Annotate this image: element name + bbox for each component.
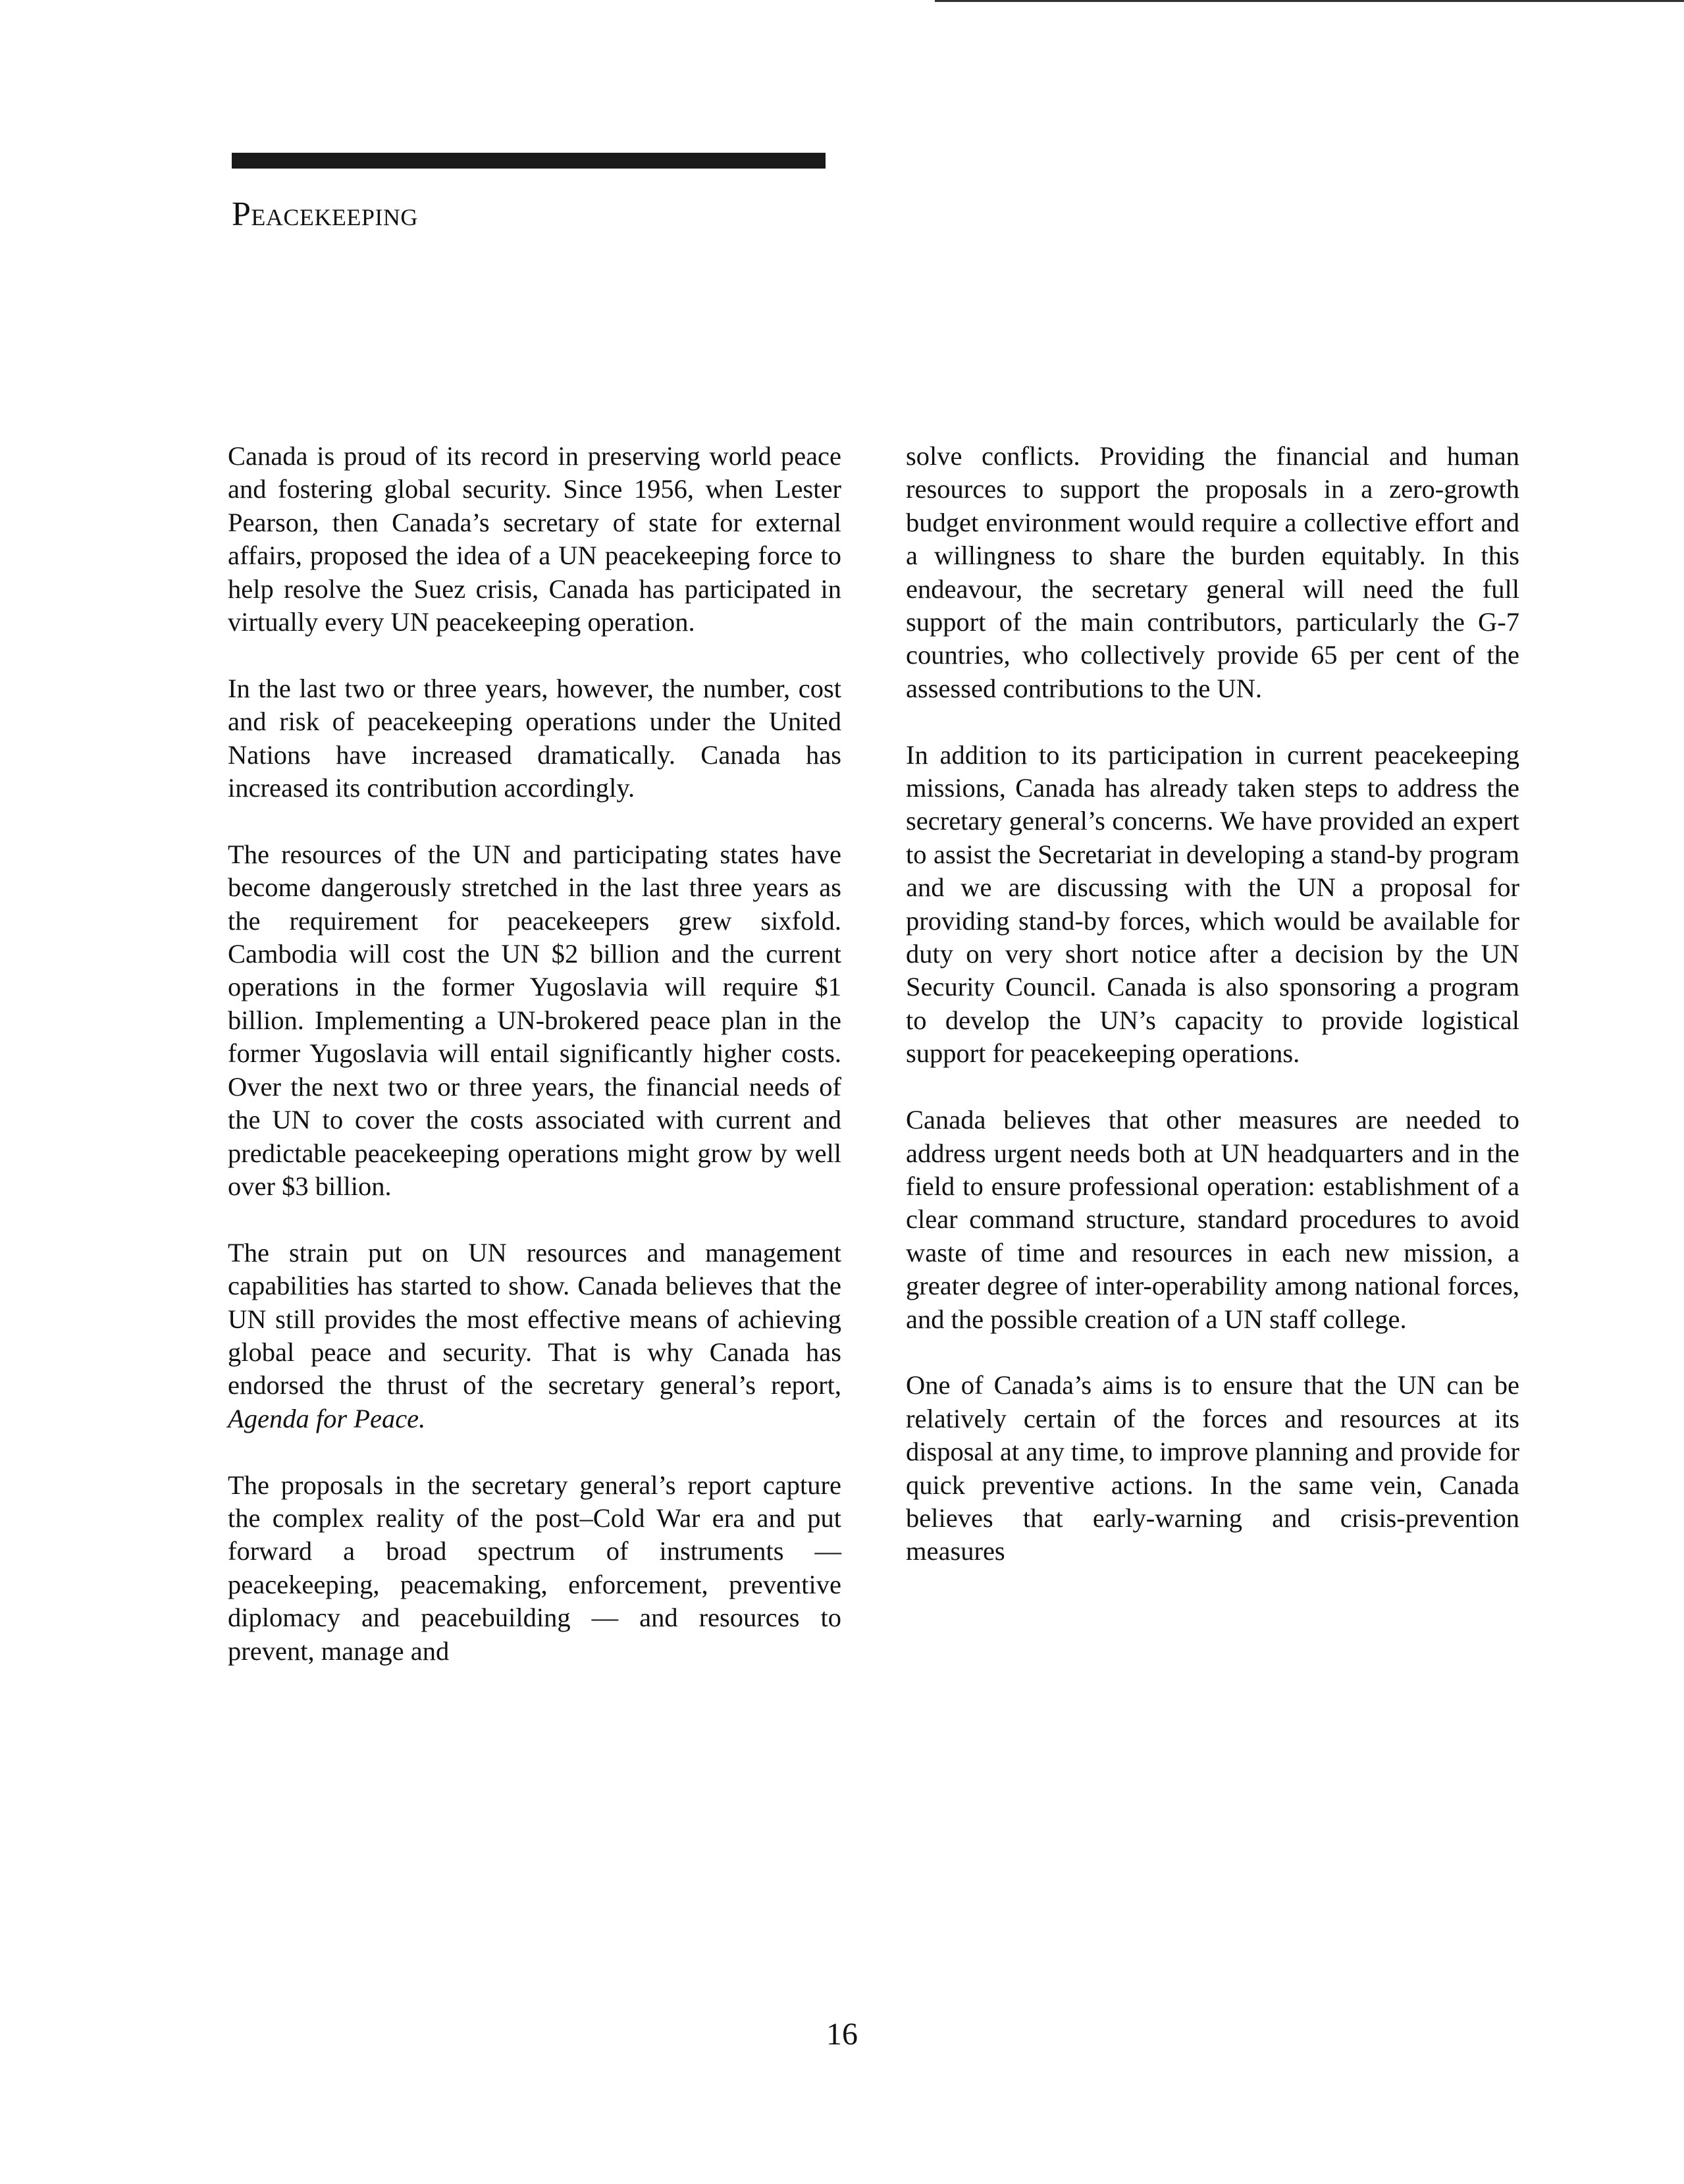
left-paragraph-3: The resources of the UN and participating states have become dangerously stretched in the last three years as the requirement for peacekeepers grew sixfold. Cambodia will cost the UN $2 billion and the current operations in the former Yugoslavia will require $1 billion. Implementing a UN-brokered peace plan in the former Yugoslavia will entail significantly higher costs. Over the next two or three years, the financial needs of the UN to cover the costs associated with current and predictable peacekeeping operations might grow by well over $3 billion. [228,839,841,1201]
section-header-bar [232,153,826,169]
report-title-italic: Agenda for Peace. [228,1403,426,1433]
right-paragraph-1: solve conflicts. Providing the financial and human resources to support the proposals in a zero-growth budget environment would require a collective effort and a willingness to share the burden equitably. In this endeavour, the secretary general will need the full support of the main contributors, particularly the G-7 countries, who collectively provide 65 per cent of the assessed contributions to the UN. [906,441,1519,703]
left-paragraph-1: Canada is proud of its record in preserving world peace and fostering global security. Since 1956, when Lester Pearson, then Canada’s secretary of state for external affairs, proposed the idea of a UN peacekeeping force to help resolve the Suez crisis, Canada has participated in virtually every UN peacekeeping operation. [228,441,841,637]
right-paragraph-2: In addition to its participation in current peacekeeping missions, Canada has already taken steps to address the secretary general’s concerns. We have provided an expert to assist the Secretariat in developing a stand-by program and we are discussing with the UN a proposal for providing stand-by forces, which would be available for duty on very short notice after a decision by the UN Security Council. Canada is also sponsoring a program to develop the UN’s capacity to provide logistical support for peacekeeping operations. [906,739,1519,1069]
right-paragraph-3: Canada believes that other measures are needed to address urgent needs both at UN headquarters and in the field to ensure professional operation: establishment of a clear command structure, standard procedures to avoid waste of time and resources in each new mission, a greater degree of inter-operability among national forces, and the possible creation of a UN staff college. [906,1105,1519,1334]
left-paragraph-4 [228,1237,841,1435]
left-text-column [228,440,841,1701]
section-title: Peacekeeping [232,196,418,233]
top-edge-rule [935,0,1684,2]
page-number: 16 [826,2017,858,2052]
right-paragraph-4: One of Canada’s aims is to ensure that the UN can be relatively certain of the forces and resources at its disposal at any time, to improve planning and provide for quick preventive actions. In the same vein, Canada believes that early-warning and crisis-prevention measures [906,1370,1519,1566]
right-text-column [906,440,1519,1601]
left-paragraph-2: In the last two or three years, however, the number, cost and risk of peacekeeping operations under the United Nations have increased dramatically. Canada has increased its contribution accordingly. [228,673,841,803]
left-paragraph-4-text: The strain put on UN resources and management capabilities has started to show. Canada believes that the UN still provides the most effective means of achieving global peace and security. That is why Canada has endorsed the thrust of the secretary general’s report, [228,1237,841,1400]
left-paragraph-5: The proposals in the secretary general’s report capture the complex reality of the post–Cold War era and put forward a broad spectrum of instruments — peacekeeping, peacemaking, enforcement, preventive diplomacy and peacebuilding — and resources to prevent, manage and [228,1470,841,1666]
